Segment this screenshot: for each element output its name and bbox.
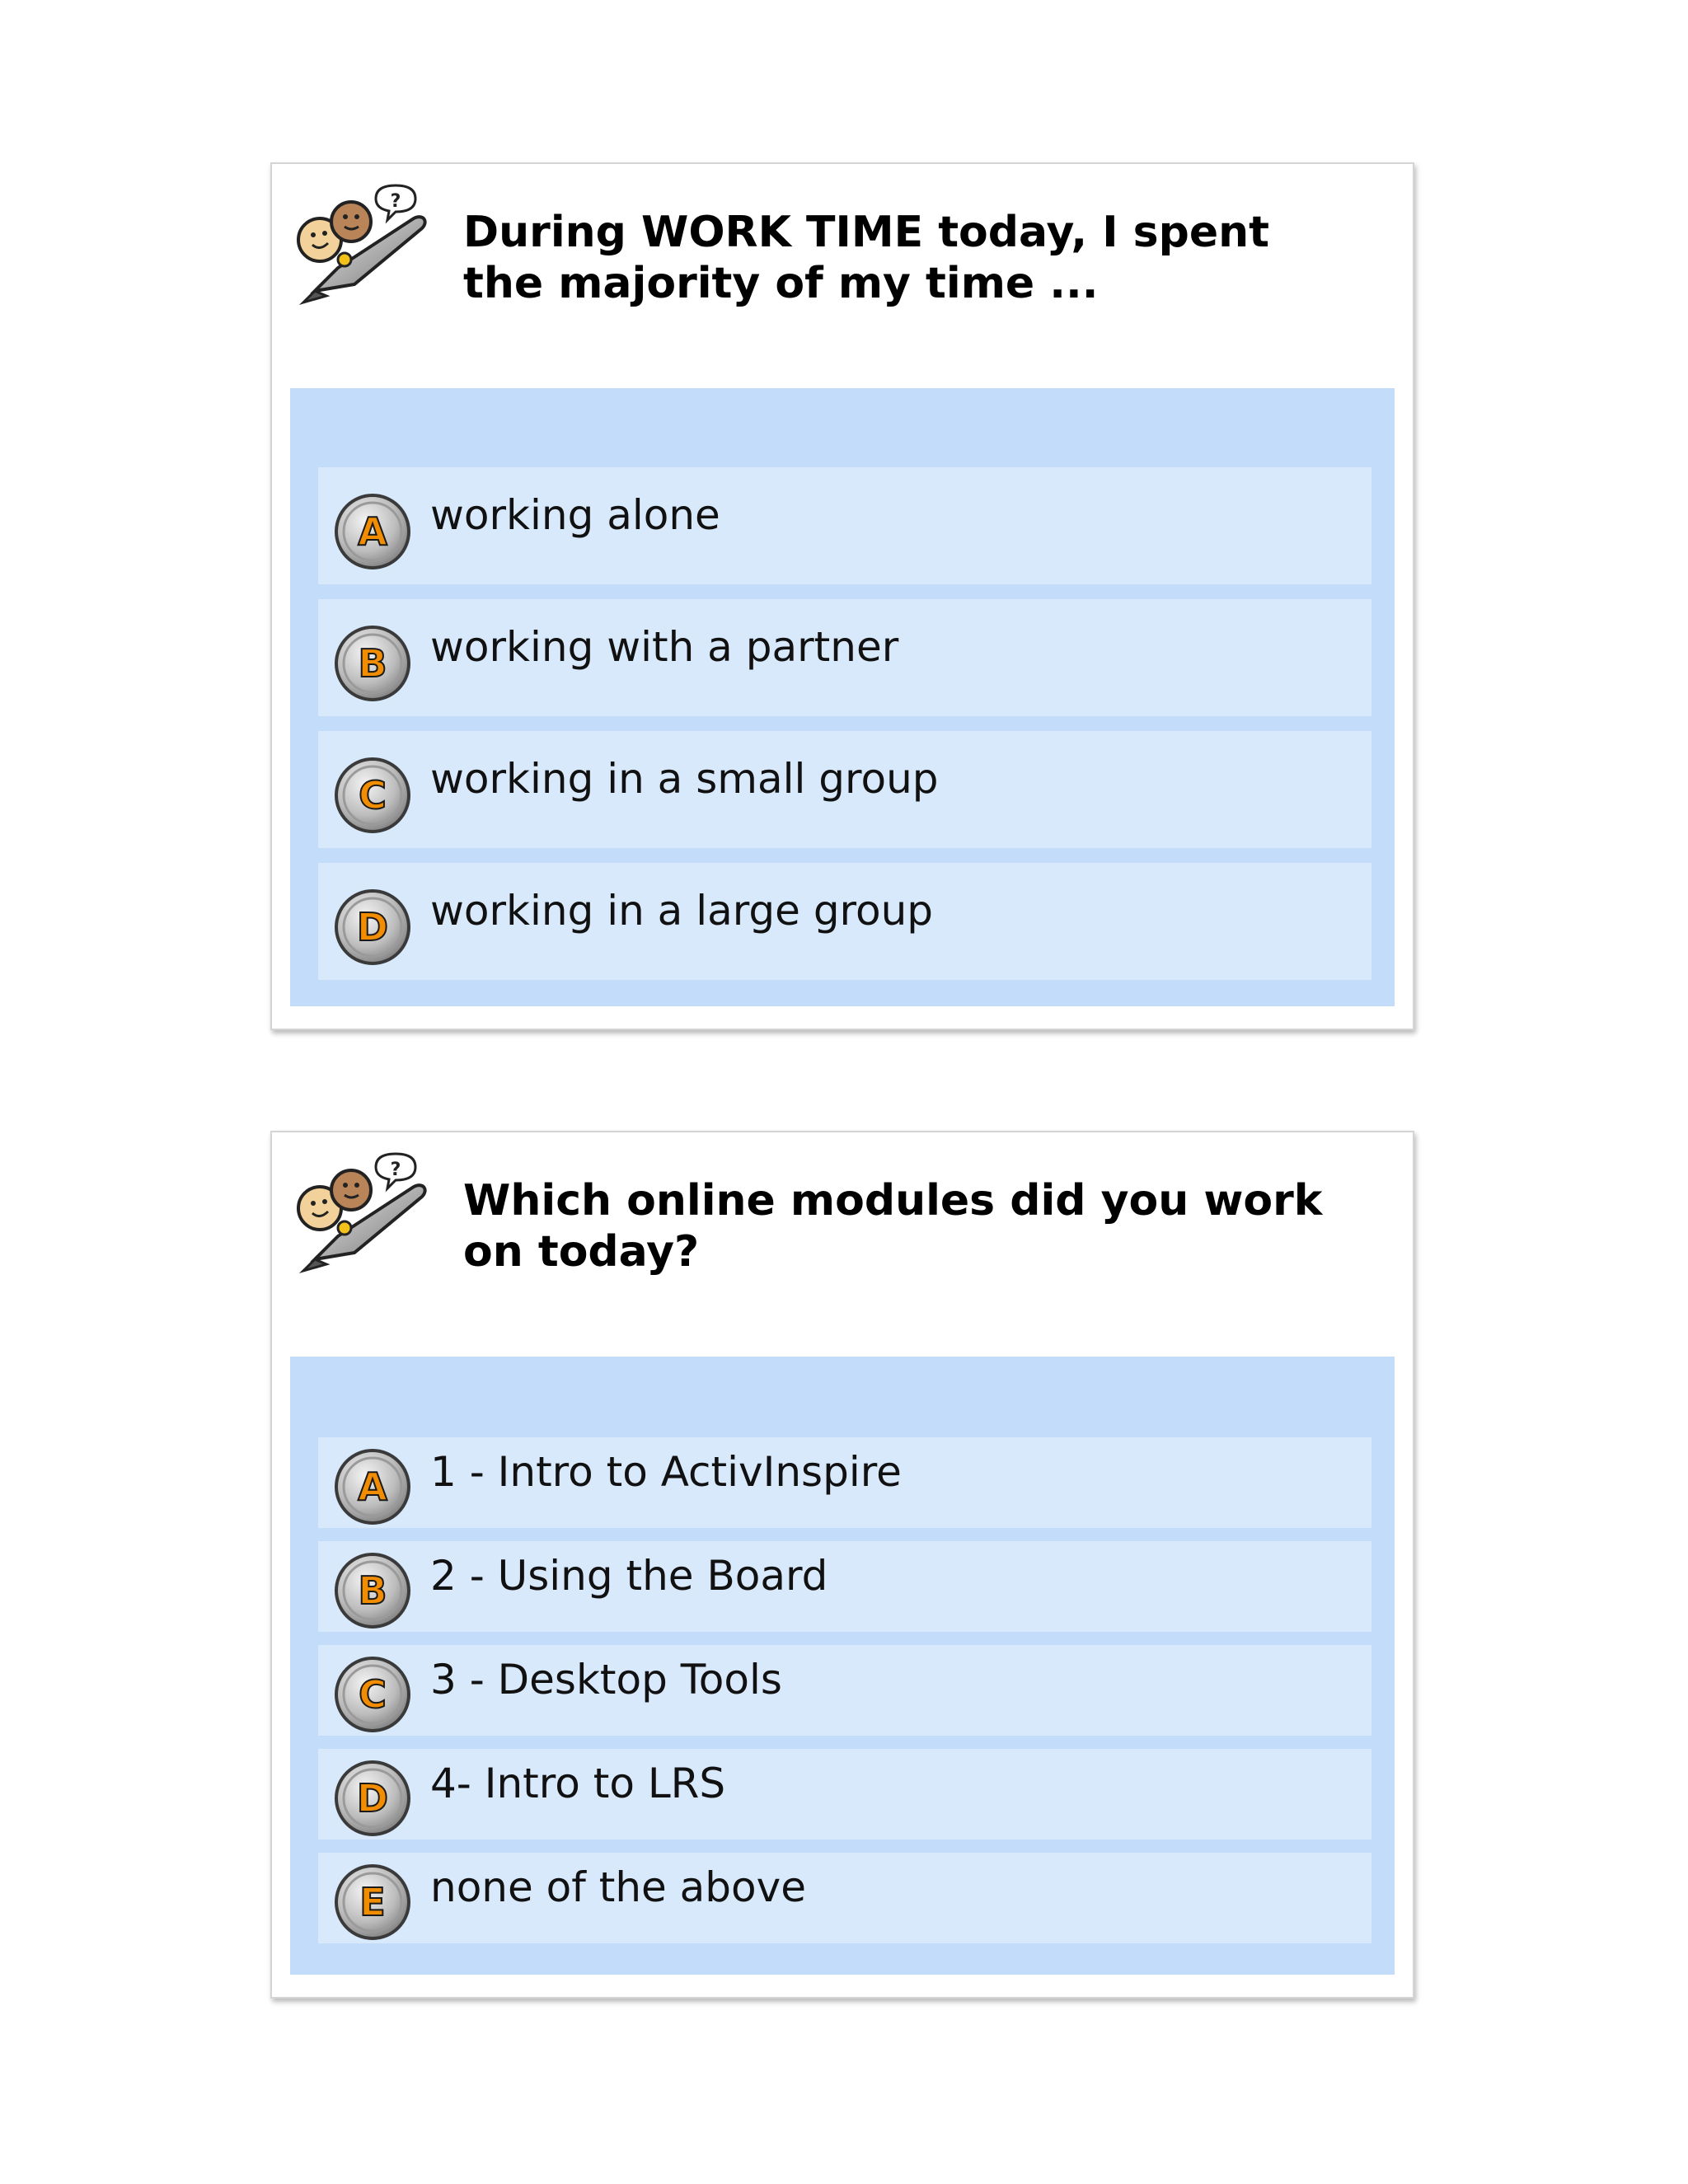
answer-option-d[interactable] bbox=[318, 1749, 1372, 1840]
answer-option-text: 2 - Using the Board bbox=[430, 1552, 828, 1600]
letter-c-badge-icon bbox=[333, 756, 412, 835]
answer-option-b[interactable] bbox=[318, 1541, 1372, 1632]
question-title: Which online modules did you work on today? bbox=[463, 1176, 1323, 1277]
letter-c-badge-icon bbox=[333, 1655, 412, 1734]
answer-option-c[interactable] bbox=[318, 1645, 1372, 1736]
letter-a-badge-icon bbox=[333, 492, 412, 571]
badge-letter: C bbox=[359, 773, 387, 818]
badge-letter: A bbox=[358, 509, 387, 554]
letter-b-badge-icon bbox=[333, 1551, 412, 1630]
letter-d-badge-icon bbox=[333, 888, 412, 967]
answer-option-text: working alone bbox=[430, 491, 720, 539]
answer-option-text: 4- Intro to LRS bbox=[430, 1760, 726, 1807]
voting-pen-mascot-icon bbox=[290, 182, 430, 306]
letter-d-badge-icon bbox=[333, 1759, 412, 1838]
badge-letter: B bbox=[358, 1568, 387, 1613]
answer-option-d[interactable] bbox=[318, 863, 1372, 980]
answer-option-text: working in a small group bbox=[430, 755, 939, 803]
voting-pen-mascot-icon bbox=[290, 1151, 430, 1274]
answer-option-b[interactable] bbox=[318, 599, 1372, 716]
answer-panel bbox=[290, 1357, 1395, 1975]
answer-option-text: working in a large group bbox=[430, 887, 934, 935]
question-title: During WORK TIME today, I spent the majority of my time ... bbox=[463, 208, 1269, 308]
letter-b-badge-icon bbox=[333, 624, 412, 703]
answer-option-c[interactable] bbox=[318, 731, 1372, 848]
answer-option-text: none of the above bbox=[430, 1863, 806, 1911]
question-slide-2 bbox=[270, 1131, 1414, 1999]
question-slide-1 bbox=[270, 162, 1414, 1030]
letter-a-badge-icon bbox=[333, 1447, 412, 1526]
answer-option-text: 3 - Desktop Tools bbox=[430, 1656, 782, 1704]
answer-option-text: working with a partner bbox=[430, 623, 899, 671]
badge-letter: D bbox=[356, 1776, 389, 1821]
letter-e-badge-icon bbox=[333, 1863, 412, 1942]
badge-letter: E bbox=[359, 1880, 386, 1924]
badge-letter: C bbox=[359, 1672, 387, 1717]
answer-option-a[interactable] bbox=[318, 467, 1372, 584]
badge-letter: D bbox=[356, 905, 389, 949]
answer-option-text: 1 - Intro to ActivInspire bbox=[430, 1448, 902, 1496]
answer-panel bbox=[290, 388, 1395, 1006]
badge-letter: A bbox=[358, 1465, 387, 1509]
answer-option-a[interactable] bbox=[318, 1437, 1372, 1528]
badge-letter: B bbox=[358, 641, 387, 686]
answer-option-e[interactable] bbox=[318, 1853, 1372, 1943]
